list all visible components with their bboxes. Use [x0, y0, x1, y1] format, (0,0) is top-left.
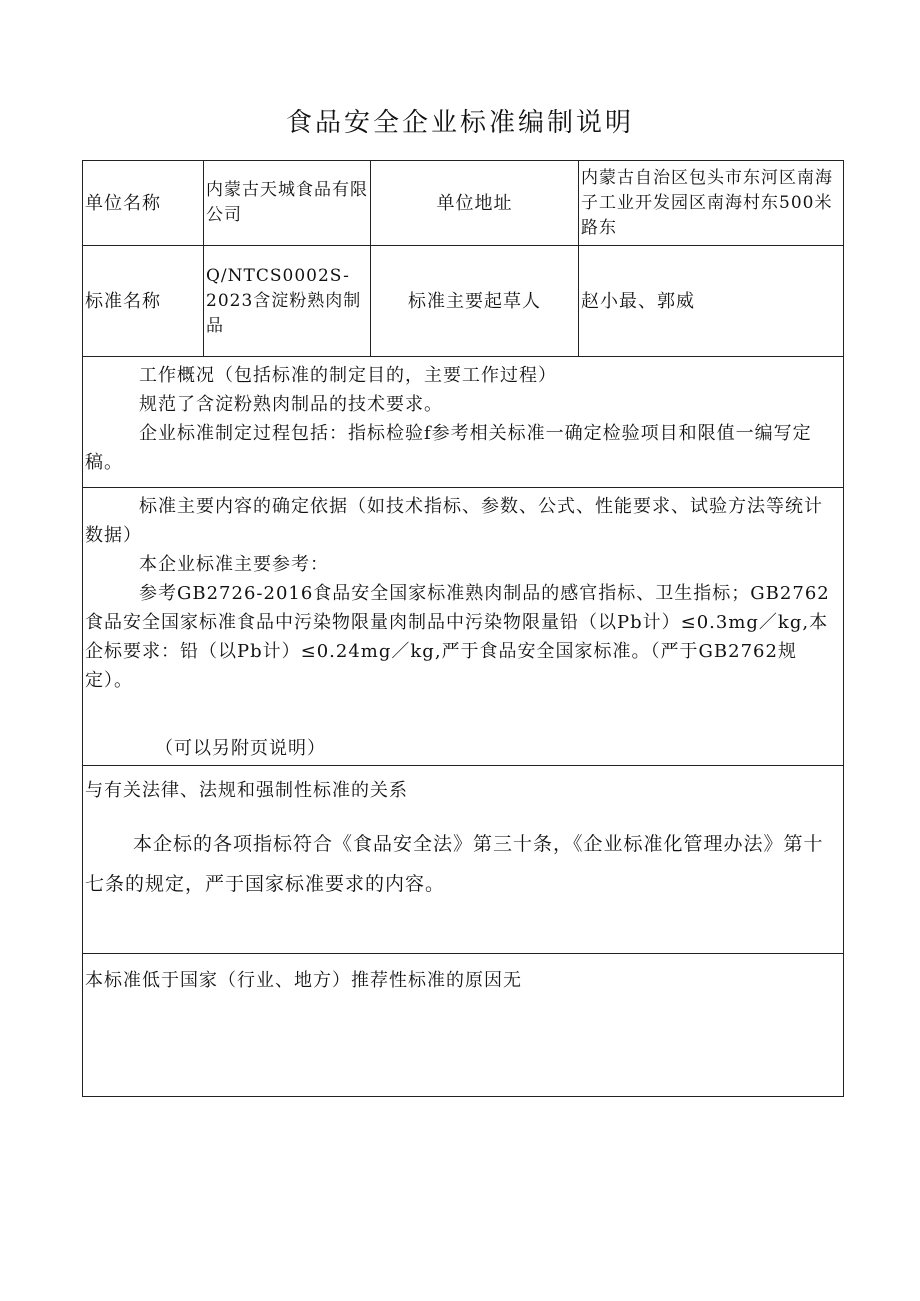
drafter-label: 标准主要起草人 [408, 290, 541, 312]
work-overview-line1: 规范了含淀粉熟肉制品的技术要求。 [139, 394, 443, 415]
unit-address-value: 内蒙古自治区包头市东河区南海子工业开发园区南海村东500米路东 [581, 167, 833, 238]
law-relation-section [83, 766, 843, 954]
work-overview-line2: 企业标准制定过程包括：指标检验f参考相关标准一确定检验项目和限值一编写定稿。 [85, 423, 812, 473]
drafter-cell [579, 246, 843, 356]
law-relation-heading: 与有关法律、法规和强制性标准的关系 [85, 780, 408, 801]
unit-name-label: 单位名称 [85, 192, 161, 214]
standard-name-cell [204, 246, 371, 356]
law-relation-body: 本企标的各项指标符合《食品安全法》第三十条，《企业标准化管理办法》第十七条的规定，严于国家标准要求的内容。 [85, 833, 824, 895]
standard-name-label-cell [83, 246, 204, 356]
unit-name-cell [204, 161, 371, 245]
lower-standard-section [83, 954, 843, 1096]
work-overview-heading: 工作概况（包括标准的制定目的，主要工作过程） [139, 365, 557, 386]
drafter-value: 赵小最、郭威 [581, 290, 695, 312]
basis-note: （可以另附页说明） [155, 738, 326, 759]
unit-address-label: 单位地址 [436, 192, 513, 214]
lower-standard-heading: 本标准低于国家（行业、地方）推荐性标准的原因无 [85, 970, 522, 991]
basis-section [83, 488, 843, 766]
standard-name-value: Q/NTCS0002S-2023含淀粉熟肉制品 [206, 265, 362, 336]
drafter-label-cell [371, 246, 579, 356]
unit-address-cell [579, 161, 843, 245]
work-overview-section [83, 357, 843, 488]
standard-name-label: 标准名称 [85, 290, 161, 312]
unit-name-label-cell [83, 161, 204, 245]
work-overview-content [85, 361, 841, 477]
document-title: 食品安全企业标准编制说明 [285, 108, 634, 138]
unit-info-row [83, 161, 843, 246]
basis-content [85, 492, 841, 695]
basis-heading: 标准主要内容的确定依据（如技术指标、参数、公式、性能要求、试验方法等统计数据） [85, 496, 823, 546]
explanation-form [82, 160, 844, 1097]
unit-name-value: 内蒙古天城食品有限公司 [206, 180, 368, 225]
standard-info-row [83, 246, 843, 357]
unit-address-label-cell [371, 161, 579, 245]
basis-body: 参考GB2726-2016食品安全国家标准熟肉制品的感官指标、卫生指标；GB2762食品安全国家标准食品中污染物限量肉制品中污染物限量铅（以Pb计）≤0.3mg／kg,本企标要求：铅（以Pb计）≤0.24mg／kg,严于食品安全国家标准。（严于GB2762规定）。 [85, 583, 830, 691]
basis-intro: 本企业标准主要参考： [139, 554, 329, 575]
